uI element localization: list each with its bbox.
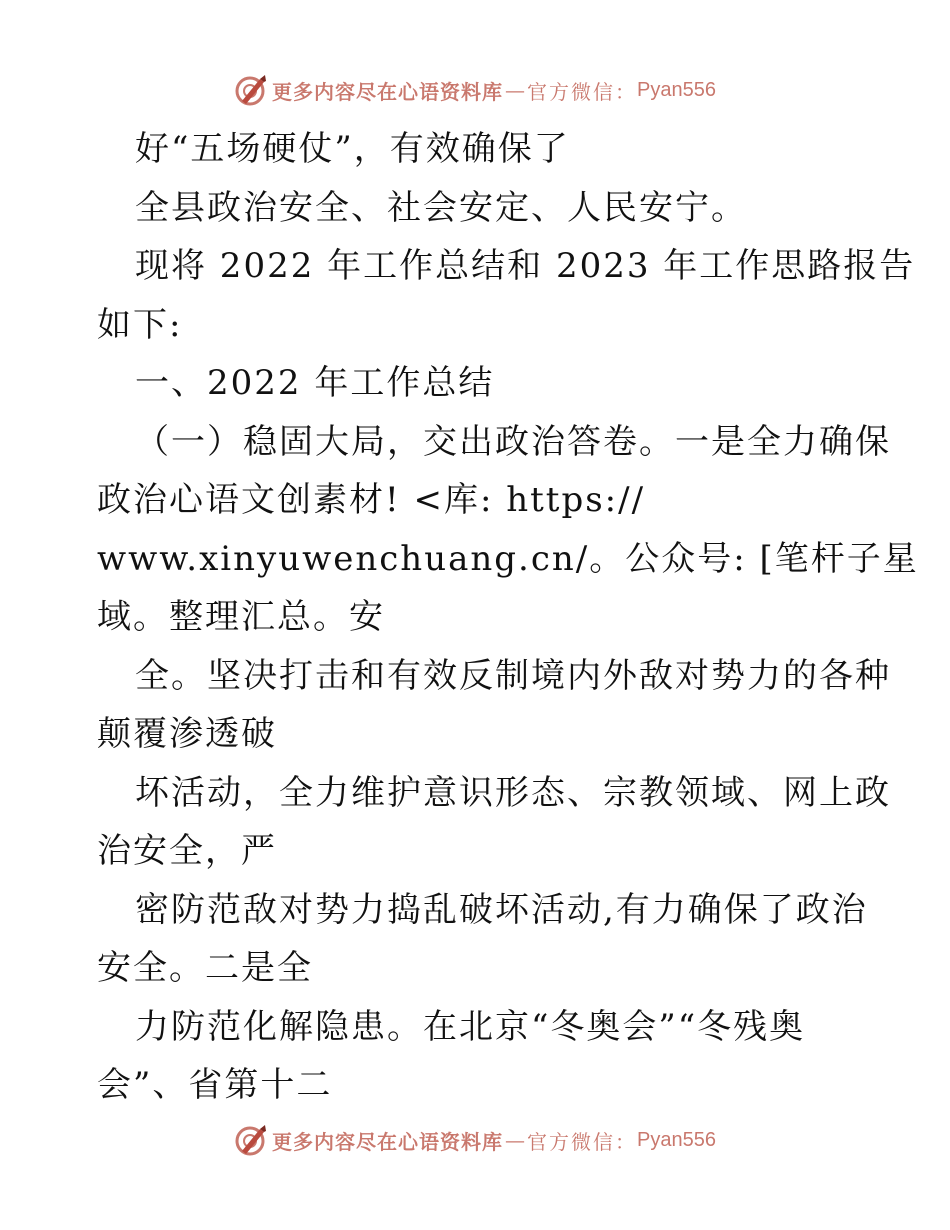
footer-banner-separator: — xyxy=(505,1128,526,1152)
body-text-line: 政治心语文创素材! <库: https:// xyxy=(97,480,646,520)
body-text-line: 现将 2022 年工作总结和 2023 年工作思路报告 xyxy=(135,246,916,286)
body-text-line: 安全。二是全 xyxy=(97,948,313,988)
body-text-line: （一）稳固大局，交出政治答卷。一是全力确保 xyxy=(135,421,891,462)
body-text-line: 全。坚决打击和有效反制境内外敌对势力的各种 xyxy=(135,655,891,696)
body-text-line: 会”、省第十二 xyxy=(97,1065,333,1105)
pen-logo-icon xyxy=(234,73,268,107)
body-text-line: 好“五场硬仗”，有效确保了 xyxy=(135,129,570,169)
footer-wechat-label: 官方微信： xyxy=(527,1129,638,1154)
body-text-line: 坏活动，全力维护意识形态、宗教领域、网上政 xyxy=(135,772,891,813)
document-body xyxy=(97,120,919,1115)
body-text-line: 密防范敌对势力捣乱破坏活动,有力确保了政治 xyxy=(135,889,868,930)
header-wechat-label: 官方微信： xyxy=(527,79,638,104)
header-banner xyxy=(0,70,950,110)
footer-banner xyxy=(0,1120,950,1160)
body-text-line: 颠覆渗透破 xyxy=(97,714,277,754)
header-banner-separator: — xyxy=(505,78,526,102)
body-text-line: 治安全，严 xyxy=(97,831,277,871)
body-text-line: 一、2022 年工作总结 xyxy=(135,363,495,403)
body-text-line: 域。整理汇总。安 xyxy=(97,597,385,637)
header-banner-text: 更多内容尽在心语资料库 xyxy=(272,79,504,104)
header-wechat-id: Pyan556 xyxy=(637,78,716,101)
pen-logo-icon xyxy=(234,1123,268,1157)
body-text-line: 力防范化解隐患。在北京“冬奥会”“冬残奥 xyxy=(135,1006,806,1047)
footer-banner-text: 更多内容尽在心语资料库 xyxy=(272,1129,504,1154)
body-text-line: 全县政治安全、社会安定、人民安宁。 xyxy=(135,187,747,228)
body-text-line: www.xinyuwenchuang.cn/。公众号: [笔杆子星 xyxy=(97,538,919,579)
body-text-line: 如下: xyxy=(97,304,183,345)
footer-wechat-id: Pyan556 xyxy=(637,1128,716,1151)
